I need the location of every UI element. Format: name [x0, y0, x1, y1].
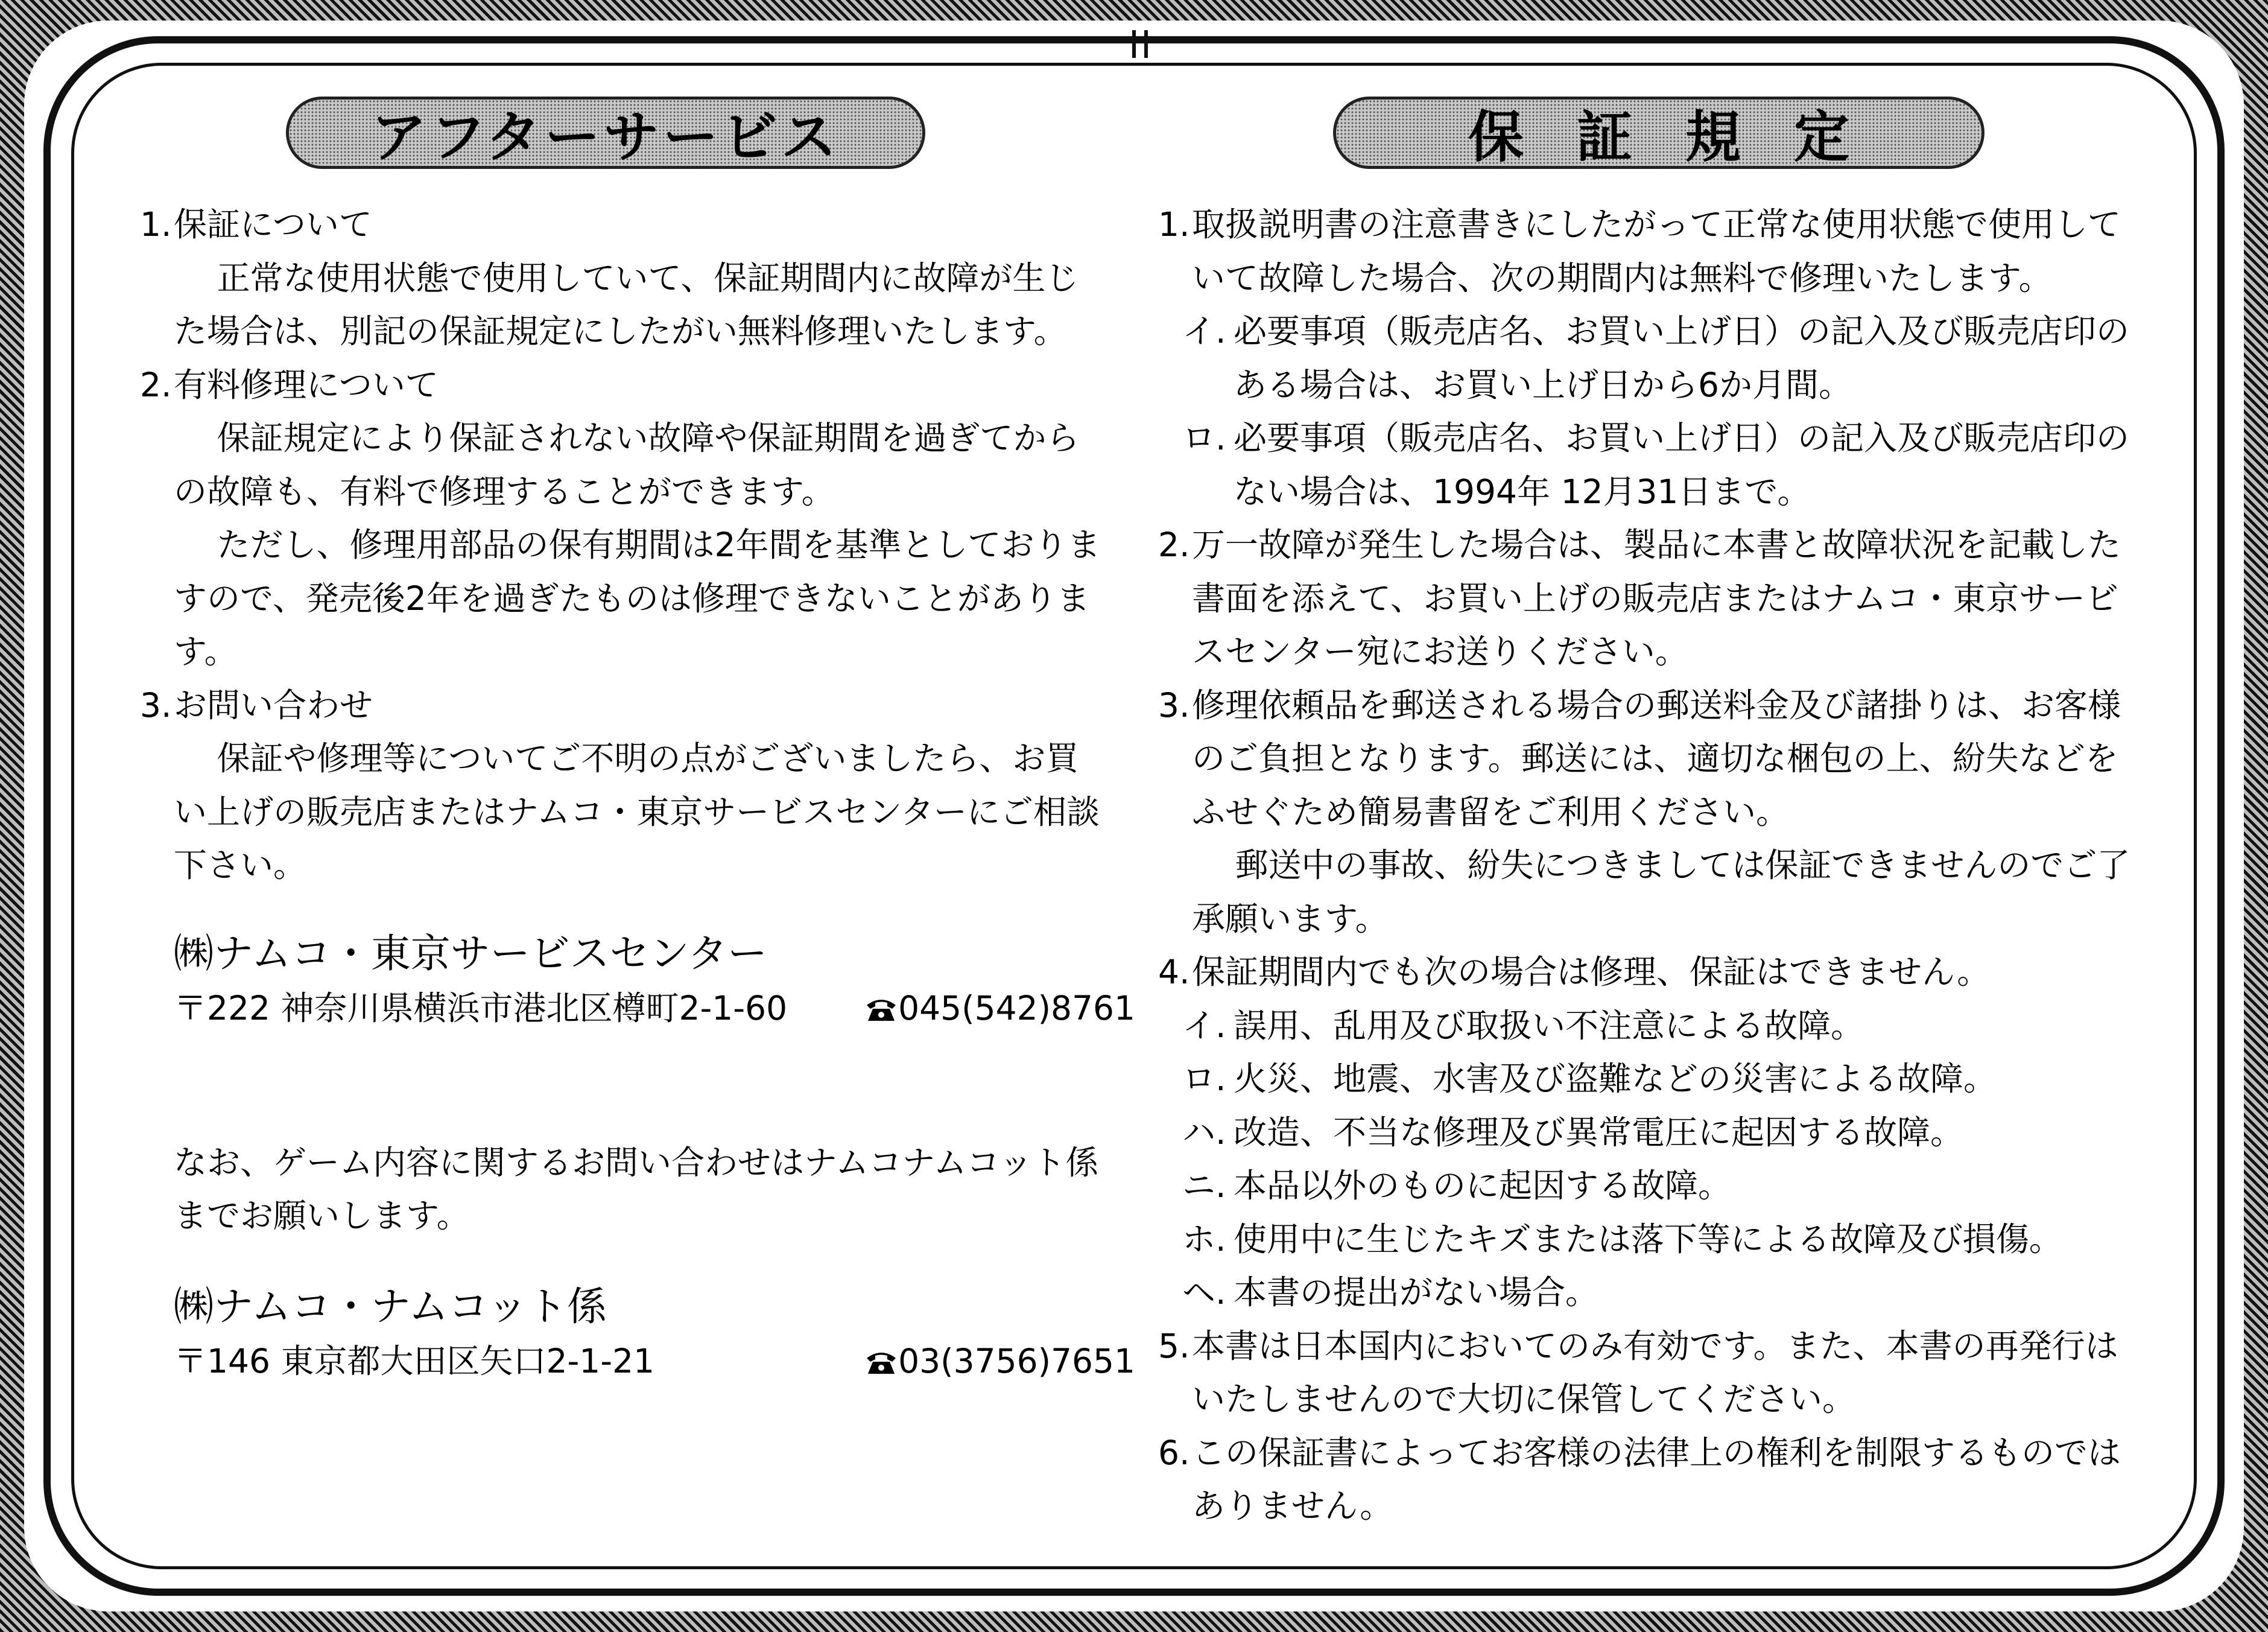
- item-paragraph: 正常な使用状態で使用していて、保証期間内に故障が生じた場合は、別記の保証規定にしたがい無料修理いたします。: [174, 258, 1079, 351]
- item-paragraph: 郵送中の事故、紛失につきましては保証できませんのでご了承願います。: [1192, 846, 2130, 938]
- item-number: 2.: [140, 365, 172, 404]
- warranty-item-6: [1158, 1426, 2147, 1533]
- warranty-item-4-sub: [1158, 999, 2147, 1053]
- warranty-column: [1158, 198, 2147, 1533]
- item-text: 修理依頼品を郵送される場合の郵送料金及び諸掛りは、お客様のご負担となります。郵送には、適切な梱包の上、紛失などをふせぐため簡易書留をご利用ください。: [1192, 685, 2121, 831]
- sub-mark: ヘ.: [1182, 1273, 1226, 1312]
- namcot-address-line: [174, 1337, 1135, 1385]
- item-number: 3.: [140, 685, 172, 725]
- warranty-item-4-sub: [1158, 1052, 2147, 1106]
- item-title: 有料修理について: [174, 365, 439, 404]
- after-service-heading: [286, 97, 925, 169]
- item-number: 2.: [1158, 525, 1190, 564]
- item-number: 3.: [1158, 685, 1190, 725]
- warranty-item-4-sub: [1158, 1159, 2147, 1213]
- item-text: 万一故障が発生した場合は、製品に本書と故障状況を記載した書面を添えて、お買い上げの販売店またはナムコ・東京サービスセンター宛にお送りください。: [1192, 525, 2121, 671]
- item-text: 保証期間内でも次の場合は修理、保証はできません。: [1192, 953, 1991, 991]
- sub-mark: ニ.: [1182, 1166, 1226, 1205]
- namcot-tel-number: 03(3756)7651: [898, 1341, 1135, 1380]
- item-title: お問い合わせ: [174, 685, 373, 725]
- warranty-item-4-sub: [1158, 1266, 2147, 1319]
- sub-text: 使用中に生じたキズまたは落下等による故障及び損傷。: [1234, 1219, 2062, 1259]
- namcot-tel: [864, 1337, 1135, 1385]
- frame-notch-right: [1144, 30, 1148, 58]
- sub-text: 誤用、乱用及び取扱い不注意による故障。: [1234, 1006, 1864, 1045]
- sub-text: 本書の提出がない場合。: [1234, 1273, 1599, 1312]
- after-service-heading-text: アフターサービス: [371, 105, 840, 170]
- warranty-item-1: [1158, 198, 2147, 305]
- sub-mark: イ.: [1182, 1006, 1226, 1045]
- after-service-column: [140, 198, 1135, 1385]
- sub-text: 火災、地震、水害及び盗難などの災害による故障。: [1234, 1059, 1997, 1098]
- item-number: 6.: [1158, 1433, 1190, 1472]
- service-center-tel: [864, 984, 1135, 1032]
- after-service-item-1: [140, 198, 1105, 358]
- sub-mark: ホ.: [1182, 1219, 1226, 1259]
- service-center-address-line: [174, 984, 1135, 1032]
- frame-notch-left: [1132, 30, 1136, 58]
- namcot-address: 〒146 東京都大田区矢口2-1-21: [174, 1341, 655, 1380]
- telephone-icon: [864, 1350, 898, 1375]
- item-number: 4.: [1158, 953, 1190, 991]
- warranty-heading-text: 保証規定: [1468, 105, 1902, 170]
- game-inquiry-notice: なお、ゲーム内容に関するお問い合わせはナムコナムコット係までお願いします。: [174, 1143, 1099, 1235]
- item-text: 本書は日本国内においてのみ有効です。また、本書の再発行はいたしませんので大切に保管してください。: [1192, 1326, 2118, 1418]
- sub-mark: ハ.: [1182, 1113, 1226, 1152]
- after-service-item-2: [140, 358, 1105, 679]
- namcot-name: ㈱ナムコ・ナムコット係: [174, 1283, 607, 1330]
- item-paragraph: 保証や修理等についてご不明の点がございましたら、お買い上げの販売店またはナムコ・東京サービスセンターにご相談下さい。: [174, 739, 1100, 884]
- sub-mark: ロ.: [1182, 1059, 1226, 1098]
- telephone-icon: [864, 997, 898, 1022]
- item-text: 取扱説明書の注意書きにしたがって正常な使用状態で使用していて故障した場合、次の期間内は無料で修理いたします。: [1192, 205, 2121, 297]
- service-center-address: 〒222 神奈川県横浜市港北区樽町2-1-60: [174, 988, 788, 1027]
- sub-mark: ロ.: [1182, 419, 1226, 457]
- sub-mark: イ.: [1182, 312, 1226, 351]
- sub-text: 必要事項（販売店名、お買い上げ日）の記入及び販売店印のある場合は、お買い上げ日から6か月間。: [1234, 312, 2130, 404]
- warranty-item-3: [1158, 679, 2147, 946]
- warranty-item-4: [1158, 945, 2147, 999]
- sub-text: 本品以外のものに起因する故障。: [1234, 1166, 1732, 1205]
- service-center-name: ㈱ナムコ・東京サービスセンター: [174, 930, 768, 977]
- sub-text: 改造、不当な修理及び異常電圧に起因する故障。: [1234, 1113, 1964, 1152]
- item-paragraph: ただし、修理用部品の保有期間は2年間を基準としておりますので、発売後2年を過ぎたものは修理できないことがあります。: [174, 525, 1101, 671]
- warranty-heading: [1333, 97, 1984, 169]
- item-text: この保証書によってお客様の法律上の権利を制限するものではありません。: [1192, 1433, 2121, 1525]
- item-number: 5.: [1158, 1326, 1190, 1365]
- item-paragraph: 保証規定により保証されない故障や保証期間を過ぎてからの故障も、有料で修理することができます。: [174, 419, 1080, 511]
- warranty-item-4-sub: [1158, 1213, 2147, 1266]
- warranty-item-1-sub-b: [1158, 411, 2147, 518]
- service-center-tel-number: 045(542)8761: [898, 988, 1135, 1027]
- sub-text: 必要事項（販売店名、お買い上げ日）の記入及び販売店印のない場合は、1994年 12月31日まで。: [1234, 419, 2130, 511]
- warranty-item-5: [1158, 1319, 2147, 1426]
- item-number: 1.: [1158, 205, 1190, 244]
- after-service-item-3: [140, 679, 1105, 892]
- warranty-item-4-sub: [1158, 1106, 2147, 1160]
- item-number: 1.: [140, 205, 172, 244]
- warranty-item-1-sub-a: [1158, 305, 2147, 411]
- item-title: 保証について: [174, 205, 372, 244]
- warranty-item-2: [1158, 518, 2147, 679]
